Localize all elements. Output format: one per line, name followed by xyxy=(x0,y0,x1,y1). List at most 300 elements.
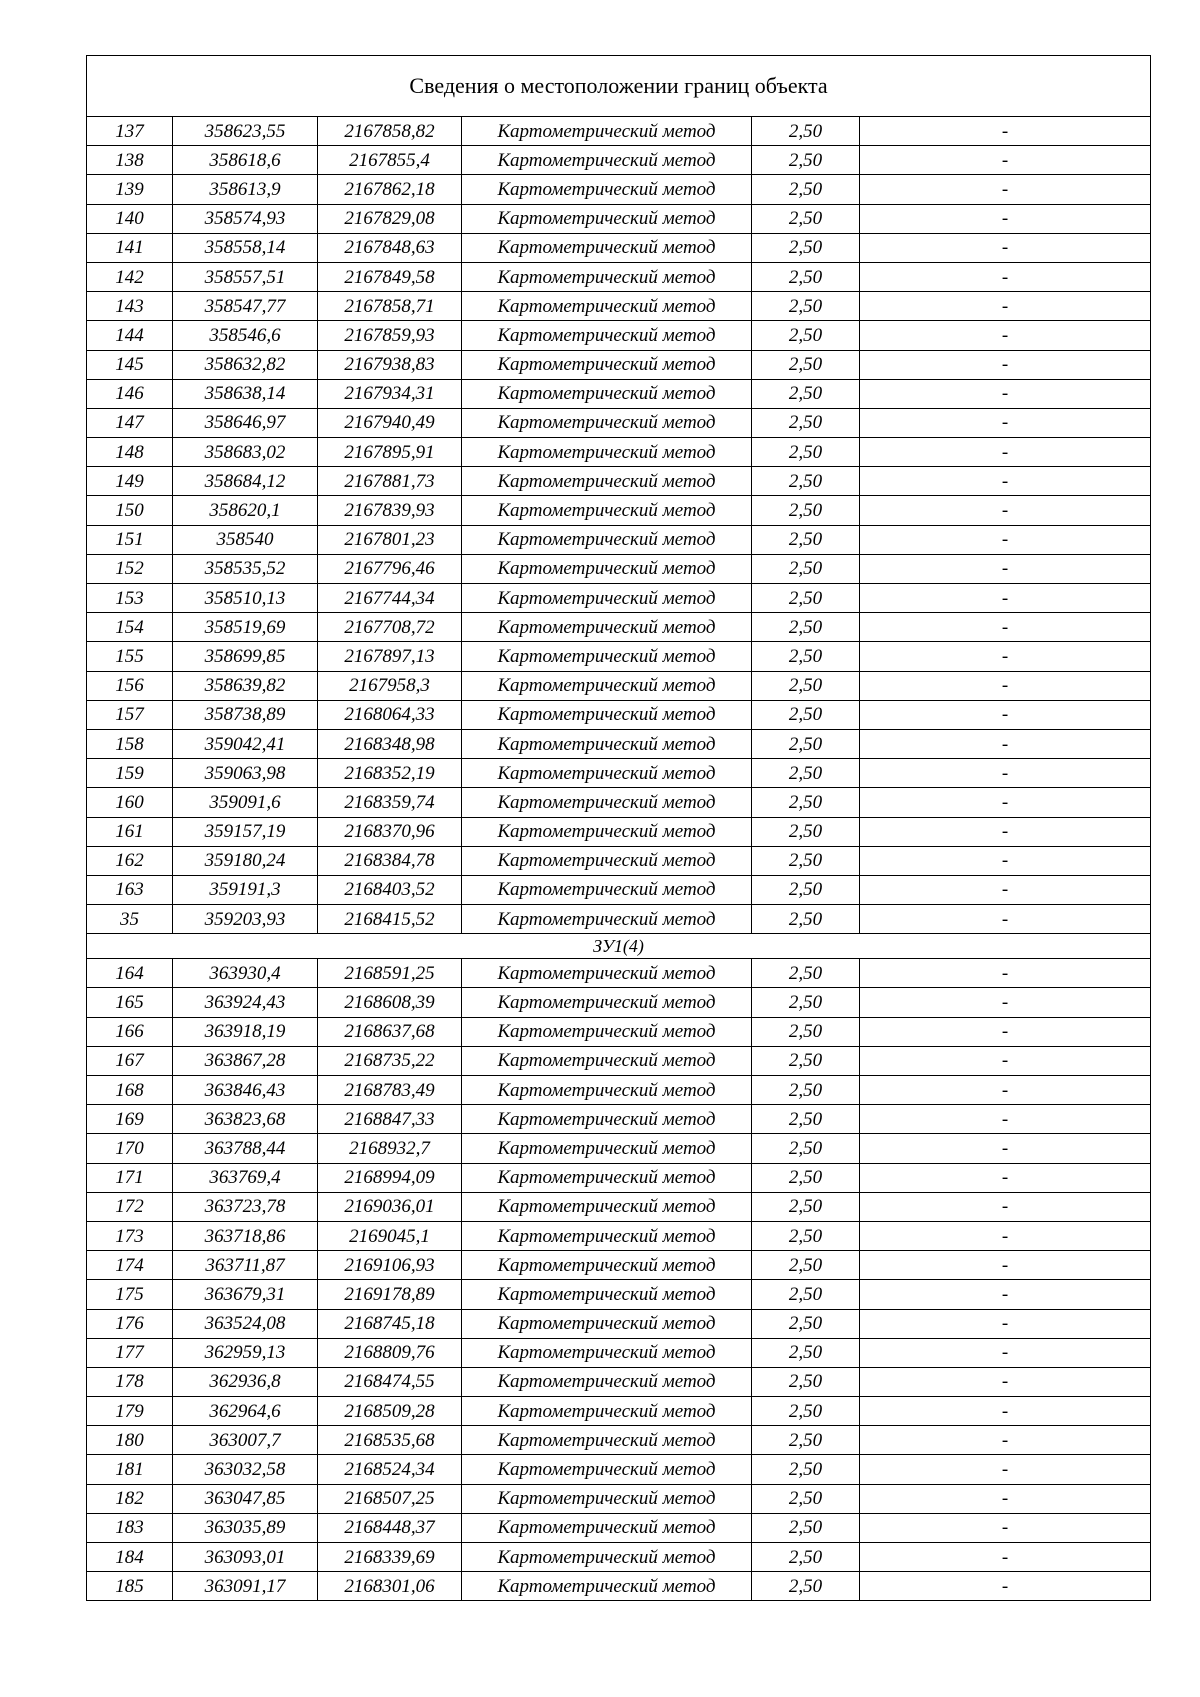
method-cell: Картометрический метод xyxy=(462,1134,752,1163)
description-cell: - xyxy=(860,204,1151,233)
method-cell: Картометрический метод xyxy=(462,613,752,642)
method-cell: Картометрический метод xyxy=(462,1455,752,1484)
accuracy-cell: 2,50 xyxy=(752,988,860,1017)
x-coordinate-cell: 358546,6 xyxy=(173,321,318,350)
accuracy-cell: 2,50 xyxy=(752,1221,860,1250)
accuracy-cell: 2,50 xyxy=(752,905,860,934)
accuracy-cell: 2,50 xyxy=(752,292,860,321)
table-row xyxy=(87,175,1151,204)
accuracy-cell: 2,50 xyxy=(752,175,860,204)
description-cell: - xyxy=(860,525,1151,554)
y-coordinate-cell: 2168301,06 xyxy=(318,1572,462,1601)
point-number-cell: 170 xyxy=(87,1134,173,1163)
method-cell: Картометрический метод xyxy=(462,875,752,904)
method-cell: Картометрический метод xyxy=(462,584,752,613)
table-row xyxy=(87,788,1151,817)
point-number-cell: 165 xyxy=(87,988,173,1017)
description-cell: - xyxy=(860,1134,1151,1163)
table-body xyxy=(87,56,1151,1601)
method-cell: Картометрический метод xyxy=(462,1046,752,1075)
method-cell: Картометрический метод xyxy=(462,321,752,350)
description-cell: - xyxy=(860,875,1151,904)
description-cell: - xyxy=(860,1513,1151,1542)
y-coordinate-cell: 2168448,37 xyxy=(318,1513,462,1542)
point-number-cell: 149 xyxy=(87,467,173,496)
method-cell: Картометрический метод xyxy=(462,1513,752,1542)
y-coordinate-cell: 2167848,63 xyxy=(318,233,462,262)
description-cell: - xyxy=(860,379,1151,408)
title-row xyxy=(87,56,1151,117)
table-row xyxy=(87,467,1151,496)
description-cell: - xyxy=(860,321,1151,350)
table-row xyxy=(87,1163,1151,1192)
method-cell: Картометрический метод xyxy=(462,262,752,291)
table-row xyxy=(87,379,1151,408)
y-coordinate-cell: 2168591,25 xyxy=(318,959,462,988)
boundary-coordinates-table xyxy=(86,55,1151,1601)
x-coordinate-cell: 358638,14 xyxy=(173,379,318,408)
description-cell: - xyxy=(860,496,1151,525)
description-cell: - xyxy=(860,729,1151,758)
point-number-cell: 159 xyxy=(87,759,173,788)
x-coordinate-cell: 359091,6 xyxy=(173,788,318,817)
accuracy-cell: 2,50 xyxy=(752,117,860,146)
x-coordinate-cell: 359203,93 xyxy=(173,905,318,934)
accuracy-cell: 2,50 xyxy=(752,959,860,988)
accuracy-cell: 2,50 xyxy=(752,1134,860,1163)
x-coordinate-cell: 358646,97 xyxy=(173,408,318,437)
x-coordinate-cell: 358540 xyxy=(173,525,318,554)
x-coordinate-cell: 363823,68 xyxy=(173,1105,318,1134)
accuracy-cell: 2,50 xyxy=(752,817,860,846)
point-number-cell: 171 xyxy=(87,1163,173,1192)
table-row xyxy=(87,584,1151,613)
table-row xyxy=(87,204,1151,233)
table-row xyxy=(87,875,1151,904)
accuracy-cell: 2,50 xyxy=(752,1046,860,1075)
table-row xyxy=(87,408,1151,437)
x-coordinate-cell: 363723,78 xyxy=(173,1192,318,1221)
method-cell: Картометрический метод xyxy=(462,554,752,583)
description-cell: - xyxy=(860,1397,1151,1426)
table-row xyxy=(87,1309,1151,1338)
method-cell: Картометрический метод xyxy=(462,1543,752,1572)
point-number-cell: 162 xyxy=(87,846,173,875)
method-cell: Картометрический метод xyxy=(462,1572,752,1601)
accuracy-cell: 2,50 xyxy=(752,1280,860,1309)
point-number-cell: 169 xyxy=(87,1105,173,1134)
accuracy-cell: 2,50 xyxy=(752,525,860,554)
y-coordinate-cell: 2167801,23 xyxy=(318,525,462,554)
x-coordinate-cell: 363047,85 xyxy=(173,1484,318,1513)
y-coordinate-cell: 2167829,08 xyxy=(318,204,462,233)
x-coordinate-cell: 358557,51 xyxy=(173,262,318,291)
point-number-cell: 173 xyxy=(87,1221,173,1250)
x-coordinate-cell: 363769,4 xyxy=(173,1163,318,1192)
description-cell: - xyxy=(860,1338,1151,1367)
x-coordinate-cell: 359157,19 xyxy=(173,817,318,846)
table-row xyxy=(87,321,1151,350)
accuracy-cell: 2,50 xyxy=(752,467,860,496)
method-cell: Картометрический метод xyxy=(462,1309,752,1338)
point-number-cell: 183 xyxy=(87,1513,173,1542)
x-coordinate-cell: 363846,43 xyxy=(173,1076,318,1105)
x-coordinate-cell: 358623,55 xyxy=(173,117,318,146)
point-number-cell: 137 xyxy=(87,117,173,146)
table-row xyxy=(87,1046,1151,1075)
method-cell: Картометрический метод xyxy=(462,175,752,204)
table-row xyxy=(87,1572,1151,1601)
y-coordinate-cell: 2169045,1 xyxy=(318,1221,462,1250)
point-number-cell: 185 xyxy=(87,1572,173,1601)
x-coordinate-cell: 358738,89 xyxy=(173,700,318,729)
description-cell: - xyxy=(860,1367,1151,1396)
y-coordinate-cell: 2167940,49 xyxy=(318,408,462,437)
x-coordinate-cell: 363788,44 xyxy=(173,1134,318,1163)
method-cell: Картометрический метод xyxy=(462,1221,752,1250)
accuracy-cell: 2,50 xyxy=(752,321,860,350)
point-number-cell: 167 xyxy=(87,1046,173,1075)
method-cell: Картометрический метод xyxy=(462,1017,752,1046)
table-row xyxy=(87,1426,1151,1455)
x-coordinate-cell: 359191,3 xyxy=(173,875,318,904)
x-coordinate-cell: 359180,24 xyxy=(173,846,318,875)
description-cell: - xyxy=(860,1543,1151,1572)
description-cell: - xyxy=(860,262,1151,291)
table-row xyxy=(87,1192,1151,1221)
accuracy-cell: 2,50 xyxy=(752,1572,860,1601)
description-cell: - xyxy=(860,146,1151,175)
description-cell: - xyxy=(860,233,1151,262)
point-number-cell: 150 xyxy=(87,496,173,525)
description-cell: - xyxy=(860,1017,1151,1046)
accuracy-cell: 2,50 xyxy=(752,204,860,233)
x-coordinate-cell: 363091,17 xyxy=(173,1572,318,1601)
y-coordinate-cell: 2167934,31 xyxy=(318,379,462,408)
method-cell: Картометрический метод xyxy=(462,671,752,700)
point-number-cell: 140 xyxy=(87,204,173,233)
accuracy-cell: 2,50 xyxy=(752,671,860,700)
point-number-cell: 155 xyxy=(87,642,173,671)
table-row xyxy=(87,1105,1151,1134)
table-row xyxy=(87,988,1151,1017)
description-cell: - xyxy=(860,175,1151,204)
table-row xyxy=(87,1543,1151,1572)
description-cell: - xyxy=(860,117,1151,146)
x-coordinate-cell: 358618,6 xyxy=(173,146,318,175)
point-number-cell: 163 xyxy=(87,875,173,904)
accuracy-cell: 2,50 xyxy=(752,1017,860,1046)
point-number-cell: 176 xyxy=(87,1309,173,1338)
method-cell: Картометрический метод xyxy=(462,1338,752,1367)
method-cell: Картометрический метод xyxy=(462,408,752,437)
y-coordinate-cell: 2168415,52 xyxy=(318,905,462,934)
point-number-cell: 184 xyxy=(87,1543,173,1572)
y-coordinate-cell: 2168339,69 xyxy=(318,1543,462,1572)
accuracy-cell: 2,50 xyxy=(752,350,860,379)
y-coordinate-cell: 2168932,7 xyxy=(318,1134,462,1163)
table-row xyxy=(87,554,1151,583)
description-cell: - xyxy=(860,642,1151,671)
description-cell: - xyxy=(860,700,1151,729)
table-row xyxy=(87,1455,1151,1484)
description-cell: - xyxy=(860,350,1151,379)
y-coordinate-cell: 2168994,09 xyxy=(318,1163,462,1192)
y-coordinate-cell: 2167744,34 xyxy=(318,584,462,613)
table-row xyxy=(87,817,1151,846)
method-cell: Картометрический метод xyxy=(462,988,752,1017)
description-cell: - xyxy=(860,759,1151,788)
table-row xyxy=(87,350,1151,379)
x-coordinate-cell: 363718,86 xyxy=(173,1221,318,1250)
description-cell: - xyxy=(860,584,1151,613)
table-row xyxy=(87,959,1151,988)
table-row xyxy=(87,233,1151,262)
description-cell: - xyxy=(860,1484,1151,1513)
x-coordinate-cell: 358613,9 xyxy=(173,175,318,204)
table-row xyxy=(87,846,1151,875)
x-coordinate-cell: 358620,1 xyxy=(173,496,318,525)
description-cell: - xyxy=(860,1221,1151,1250)
accuracy-cell: 2,50 xyxy=(752,262,860,291)
description-cell: - xyxy=(860,1192,1151,1221)
point-number-cell: 146 xyxy=(87,379,173,408)
x-coordinate-cell: 362964,6 xyxy=(173,1397,318,1426)
point-number-cell: 180 xyxy=(87,1426,173,1455)
accuracy-cell: 2,50 xyxy=(752,1455,860,1484)
point-number-cell: 139 xyxy=(87,175,173,204)
section-header-row xyxy=(87,934,1151,959)
accuracy-cell: 2,50 xyxy=(752,496,860,525)
point-number-cell: 177 xyxy=(87,1338,173,1367)
accuracy-cell: 2,50 xyxy=(752,1076,860,1105)
accuracy-cell: 2,50 xyxy=(752,1163,860,1192)
x-coordinate-cell: 363930,4 xyxy=(173,959,318,988)
point-number-cell: 145 xyxy=(87,350,173,379)
point-number-cell: 168 xyxy=(87,1076,173,1105)
description-cell: - xyxy=(860,788,1151,817)
y-coordinate-cell: 2168359,74 xyxy=(318,788,462,817)
description-cell: - xyxy=(860,1426,1151,1455)
description-cell: - xyxy=(860,1309,1151,1338)
description-cell: - xyxy=(860,408,1151,437)
method-cell: Картометрический метод xyxy=(462,146,752,175)
x-coordinate-cell: 358684,12 xyxy=(173,467,318,496)
point-number-cell: 151 xyxy=(87,525,173,554)
y-coordinate-cell: 2167897,13 xyxy=(318,642,462,671)
accuracy-cell: 2,50 xyxy=(752,1513,860,1542)
y-coordinate-cell: 2168064,33 xyxy=(318,700,462,729)
accuracy-cell: 2,50 xyxy=(752,846,860,875)
accuracy-cell: 2,50 xyxy=(752,1192,860,1221)
description-cell: - xyxy=(860,1455,1151,1484)
description-cell: - xyxy=(860,1251,1151,1280)
table-row xyxy=(87,1221,1151,1250)
method-cell: Картометрический метод xyxy=(462,1076,752,1105)
x-coordinate-cell: 363032,58 xyxy=(173,1455,318,1484)
y-coordinate-cell: 2167858,71 xyxy=(318,292,462,321)
accuracy-cell: 2,50 xyxy=(752,438,860,467)
y-coordinate-cell: 2168507,25 xyxy=(318,1484,462,1513)
description-cell: - xyxy=(860,1076,1151,1105)
description-cell: - xyxy=(860,613,1151,642)
table-row xyxy=(87,613,1151,642)
x-coordinate-cell: 363007,7 xyxy=(173,1426,318,1455)
method-cell: Картометрический метод xyxy=(462,729,752,758)
accuracy-cell: 2,50 xyxy=(752,613,860,642)
method-cell: Картометрический метод xyxy=(462,1251,752,1280)
accuracy-cell: 2,50 xyxy=(752,408,860,437)
method-cell: Картометрический метод xyxy=(462,700,752,729)
accuracy-cell: 2,50 xyxy=(752,1426,860,1455)
description-cell: - xyxy=(860,905,1151,934)
accuracy-cell: 2,50 xyxy=(752,233,860,262)
x-coordinate-cell: 358683,02 xyxy=(173,438,318,467)
y-coordinate-cell: 2168474,55 xyxy=(318,1367,462,1396)
y-coordinate-cell: 2168637,68 xyxy=(318,1017,462,1046)
x-coordinate-cell: 362936,8 xyxy=(173,1367,318,1396)
section-label: ЗУ1(4) xyxy=(87,934,1151,959)
x-coordinate-cell: 358699,85 xyxy=(173,642,318,671)
description-cell: - xyxy=(860,1572,1151,1601)
description-cell: - xyxy=(860,1280,1151,1309)
accuracy-cell: 2,50 xyxy=(752,146,860,175)
table-row xyxy=(87,642,1151,671)
x-coordinate-cell: 363679,31 xyxy=(173,1280,318,1309)
description-cell: - xyxy=(860,1105,1151,1134)
point-number-cell: 152 xyxy=(87,554,173,583)
y-coordinate-cell: 2168370,96 xyxy=(318,817,462,846)
table-row xyxy=(87,262,1151,291)
description-cell: - xyxy=(860,817,1151,846)
table-row xyxy=(87,1513,1151,1542)
table-row xyxy=(87,700,1151,729)
y-coordinate-cell: 2168809,76 xyxy=(318,1338,462,1367)
accuracy-cell: 2,50 xyxy=(752,1543,860,1572)
point-number-cell: 166 xyxy=(87,1017,173,1046)
y-coordinate-cell: 2167796,46 xyxy=(318,554,462,583)
y-coordinate-cell: 2168509,28 xyxy=(318,1397,462,1426)
table-row xyxy=(87,1251,1151,1280)
description-cell: - xyxy=(860,438,1151,467)
accuracy-cell: 2,50 xyxy=(752,729,860,758)
point-number-cell: 179 xyxy=(87,1397,173,1426)
point-number-cell: 178 xyxy=(87,1367,173,1396)
table-row xyxy=(87,1367,1151,1396)
y-coordinate-cell: 2168524,34 xyxy=(318,1455,462,1484)
method-cell: Картометрический метод xyxy=(462,959,752,988)
y-coordinate-cell: 2169036,01 xyxy=(318,1192,462,1221)
y-coordinate-cell: 2168745,18 xyxy=(318,1309,462,1338)
y-coordinate-cell: 2168735,22 xyxy=(318,1046,462,1075)
table-row xyxy=(87,292,1151,321)
accuracy-cell: 2,50 xyxy=(752,1367,860,1396)
y-coordinate-cell: 2169106,93 xyxy=(318,1251,462,1280)
method-cell: Картометрический метод xyxy=(462,496,752,525)
point-number-cell: 154 xyxy=(87,613,173,642)
point-number-cell: 141 xyxy=(87,233,173,262)
x-coordinate-cell: 358510,13 xyxy=(173,584,318,613)
table-row xyxy=(87,1484,1151,1513)
x-coordinate-cell: 358519,69 xyxy=(173,613,318,642)
y-coordinate-cell: 2168348,98 xyxy=(318,729,462,758)
point-number-cell: 144 xyxy=(87,321,173,350)
description-cell: - xyxy=(860,554,1151,583)
point-number-cell: 147 xyxy=(87,408,173,437)
accuracy-cell: 2,50 xyxy=(752,759,860,788)
description-cell: - xyxy=(860,671,1151,700)
method-cell: Картометрический метод xyxy=(462,1367,752,1396)
point-number-cell: 175 xyxy=(87,1280,173,1309)
accuracy-cell: 2,50 xyxy=(752,1397,860,1426)
point-number-cell: 182 xyxy=(87,1484,173,1513)
x-coordinate-cell: 358547,77 xyxy=(173,292,318,321)
y-coordinate-cell: 2168403,52 xyxy=(318,875,462,904)
y-coordinate-cell: 2167708,72 xyxy=(318,613,462,642)
accuracy-cell: 2,50 xyxy=(752,700,860,729)
accuracy-cell: 2,50 xyxy=(752,1251,860,1280)
description-cell: - xyxy=(860,959,1151,988)
description-cell: - xyxy=(860,292,1151,321)
y-coordinate-cell: 2167895,91 xyxy=(318,438,462,467)
accuracy-cell: 2,50 xyxy=(752,1484,860,1513)
y-coordinate-cell: 2168783,49 xyxy=(318,1076,462,1105)
point-number-cell: 174 xyxy=(87,1251,173,1280)
y-coordinate-cell: 2167855,4 xyxy=(318,146,462,175)
table-row xyxy=(87,729,1151,758)
table-row xyxy=(87,1338,1151,1367)
table-row xyxy=(87,438,1151,467)
point-number-cell: 158 xyxy=(87,729,173,758)
point-number-cell: 172 xyxy=(87,1192,173,1221)
y-coordinate-cell: 2168847,33 xyxy=(318,1105,462,1134)
table-row xyxy=(87,759,1151,788)
table-row xyxy=(87,496,1151,525)
x-coordinate-cell: 363035,89 xyxy=(173,1513,318,1542)
description-cell: - xyxy=(860,988,1151,1017)
method-cell: Картометрический метод xyxy=(462,759,752,788)
table-row xyxy=(87,1076,1151,1105)
y-coordinate-cell: 2167862,18 xyxy=(318,175,462,204)
x-coordinate-cell: 363924,43 xyxy=(173,988,318,1017)
y-coordinate-cell: 2167839,93 xyxy=(318,496,462,525)
table-row xyxy=(87,671,1151,700)
method-cell: Картометрический метод xyxy=(462,905,752,934)
x-coordinate-cell: 363524,08 xyxy=(173,1309,318,1338)
y-coordinate-cell: 2168535,68 xyxy=(318,1426,462,1455)
method-cell: Картометрический метод xyxy=(462,204,752,233)
point-number-cell: 161 xyxy=(87,817,173,846)
x-coordinate-cell: 358632,82 xyxy=(173,350,318,379)
method-cell: Картометрический метод xyxy=(462,642,752,671)
x-coordinate-cell: 358574,93 xyxy=(173,204,318,233)
table-row xyxy=(87,1280,1151,1309)
method-cell: Картометрический метод xyxy=(462,467,752,496)
point-number-cell: 138 xyxy=(87,146,173,175)
accuracy-cell: 2,50 xyxy=(752,554,860,583)
method-cell: Картометрический метод xyxy=(462,379,752,408)
description-cell: - xyxy=(860,1163,1151,1192)
y-coordinate-cell: 2168608,39 xyxy=(318,988,462,1017)
method-cell: Картометрический метод xyxy=(462,1397,752,1426)
method-cell: Картометрический метод xyxy=(462,846,752,875)
table-row xyxy=(87,1397,1151,1426)
accuracy-cell: 2,50 xyxy=(752,584,860,613)
point-number-cell: 142 xyxy=(87,262,173,291)
point-number-cell: 164 xyxy=(87,959,173,988)
point-number-cell: 148 xyxy=(87,438,173,467)
y-coordinate-cell: 2167858,82 xyxy=(318,117,462,146)
